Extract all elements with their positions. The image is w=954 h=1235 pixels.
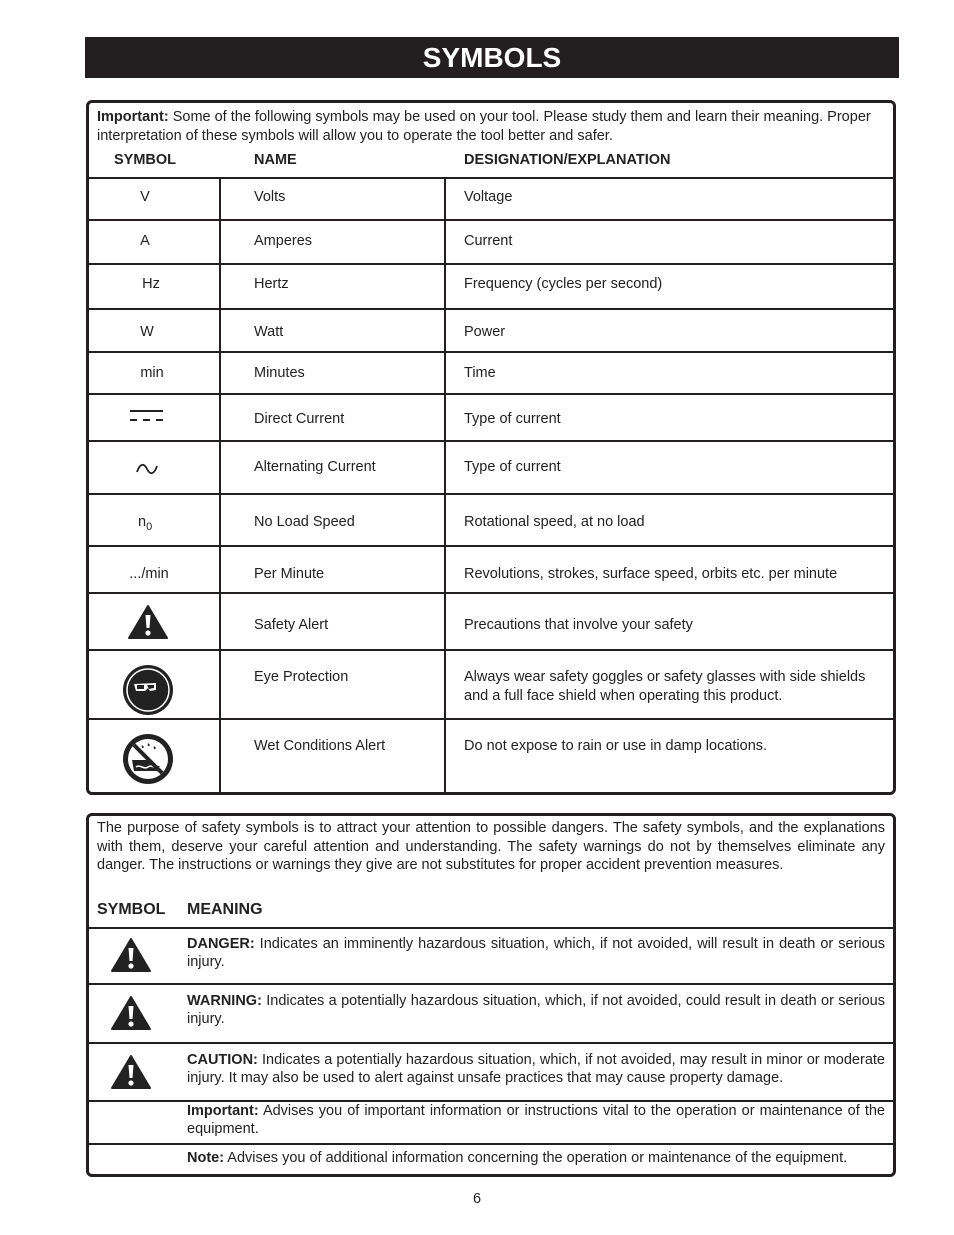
table-divider bbox=[89, 592, 893, 594]
table-divider bbox=[89, 219, 893, 221]
table-divider bbox=[89, 263, 893, 265]
table-divider bbox=[89, 1042, 893, 1044]
row-name: No Load Speed bbox=[254, 514, 355, 530]
alternating-current-icon bbox=[135, 461, 159, 477]
intro-body: Some of the following symbols may be used on your tool. Please study them and learn their meaning. Proper interpretation of these symbols will allow you to operate the tool better and safer. bbox=[97, 109, 871, 144]
intro-text bbox=[97, 108, 885, 145]
direct-current-icon bbox=[129, 409, 165, 423]
table-divider bbox=[89, 351, 893, 353]
page-title: SYMBOLS bbox=[85, 37, 899, 78]
table-divider bbox=[89, 1100, 893, 1102]
row-name: Per Minute bbox=[254, 566, 325, 582]
no-load-speed-symbol bbox=[138, 513, 152, 537]
wet-conditions-icon bbox=[122, 733, 174, 785]
table-divider bbox=[89, 983, 893, 985]
row-designation: Type of current bbox=[464, 411, 561, 427]
table-divider bbox=[89, 440, 893, 442]
row-designation: Precautions that involve your safety bbox=[464, 617, 693, 633]
table-divider bbox=[89, 545, 893, 547]
row-designation: Frequency (cycles per second) bbox=[464, 276, 663, 292]
column-divider bbox=[219, 177, 221, 795]
meaning-text: Advises you of additional information concerning the operation or maintenance of the equipment. bbox=[224, 1150, 848, 1166]
row-symbol: W bbox=[140, 324, 154, 340]
eye-protection-icon bbox=[122, 664, 174, 716]
purpose-text: The purpose of safety symbols is to attract your attention to possible dangers. The safety symbols, and the explanations with them, deserve your careful attention and understanding. The safety warnings do not by themselves eliminate any danger. The instructions or warnings they give are not substitutes for proper accident prevention measures. bbox=[97, 820, 885, 873]
row-designation: Always wear safety goggles or safety glasses with side shields and a full face shield when operating this product. bbox=[464, 669, 866, 704]
danger-meaning bbox=[187, 936, 885, 971]
table-divider bbox=[89, 493, 893, 495]
row-name: Eye Protection bbox=[254, 669, 349, 685]
header-designation: DESIGNATION/EXPLANATION bbox=[464, 152, 671, 168]
symbols-table-box bbox=[86, 100, 896, 795]
table-divider bbox=[89, 649, 893, 651]
row-symbol: min bbox=[140, 365, 164, 381]
safety-meanings-box bbox=[86, 813, 896, 1177]
meaning-lead: CAUTION: bbox=[187, 1052, 258, 1068]
row-designation: Do not expose to rain or use in damp locations. bbox=[464, 738, 768, 754]
danger-alert-icon bbox=[110, 937, 152, 973]
symbol-subscript: 0 bbox=[146, 520, 153, 533]
note-meaning bbox=[187, 1150, 885, 1168]
row-designation: Power bbox=[464, 324, 506, 340]
row-name: Direct Current bbox=[254, 411, 345, 427]
caution-alert-icon bbox=[110, 1054, 152, 1090]
table-divider bbox=[89, 1143, 893, 1145]
safety-alert-icon bbox=[127, 604, 169, 640]
meaning-text: Indicates a potentially hazardous situation, which, if not avoided, could result in death or serious injury. bbox=[187, 993, 885, 1027]
table-divider bbox=[89, 718, 893, 720]
page-number: 6 bbox=[472, 1191, 482, 1207]
warning-meaning bbox=[187, 993, 885, 1028]
column-divider bbox=[444, 177, 446, 795]
row-name: Volts bbox=[254, 189, 286, 205]
symbol-n: n bbox=[138, 514, 147, 530]
row-designation: Current bbox=[464, 233, 513, 249]
row-symbol: .../min bbox=[129, 566, 169, 582]
caution-meaning bbox=[187, 1052, 885, 1087]
row-name: Minutes bbox=[254, 365, 305, 381]
header-symbol: SYMBOL bbox=[97, 901, 166, 918]
table-divider bbox=[89, 927, 893, 929]
table-divider bbox=[89, 393, 893, 395]
header-name: NAME bbox=[254, 152, 297, 168]
row-name: Hertz bbox=[254, 276, 289, 292]
intro-lead: Important: bbox=[97, 109, 169, 125]
row-symbol: V bbox=[140, 189, 150, 205]
table-divider bbox=[89, 177, 893, 179]
meaning-lead: Important: bbox=[187, 1103, 259, 1119]
row-designation: Rotational speed, at no load bbox=[464, 514, 645, 530]
meaning-lead: Note: bbox=[187, 1150, 225, 1166]
meaning-text: Advises you of important information or instructions vital to the operation or maintenance of the equipment. bbox=[187, 1103, 885, 1137]
row-symbol: A bbox=[140, 233, 150, 249]
table-divider bbox=[89, 308, 893, 310]
header-symbol: SYMBOL bbox=[114, 152, 177, 168]
row-name: Amperes bbox=[254, 233, 313, 249]
row-symbol: Hz bbox=[142, 276, 160, 292]
row-designation: Type of current bbox=[464, 459, 561, 475]
row-name: Wet Conditions Alert bbox=[254, 738, 386, 754]
warning-alert-icon bbox=[110, 995, 152, 1031]
meaning-text: Indicates a potentially hazardous situation, which, if not avoided, may result in minor or moderate injury. It may also be used to alert against unsafe practices that may cause property damage. bbox=[187, 1052, 885, 1086]
row-designation: Voltage bbox=[464, 189, 513, 205]
row-designation: Time bbox=[464, 365, 496, 381]
important-meaning bbox=[187, 1103, 885, 1138]
header-meaning: MEANING bbox=[187, 901, 263, 918]
row-name: Watt bbox=[254, 324, 284, 340]
row-name: Alternating Current bbox=[254, 459, 376, 475]
row-name: Safety Alert bbox=[254, 617, 329, 633]
meaning-lead: DANGER: bbox=[187, 936, 255, 952]
meaning-lead: WARNING: bbox=[187, 993, 262, 1009]
meaning-text: Indicates an imminently hazardous situation, which, if not avoided, will result in death or serious injury. bbox=[187, 936, 885, 970]
row-designation: Revolutions, strokes, surface speed, orbits etc. per minute bbox=[464, 566, 838, 582]
